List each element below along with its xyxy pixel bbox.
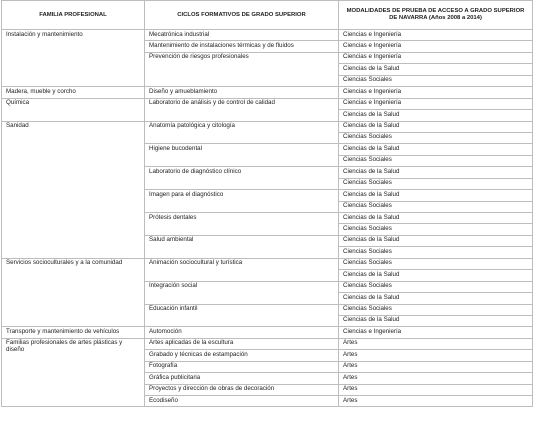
modality-cell: Ciencias de la Salud — [339, 190, 533, 201]
modality-cell: Ciencias de la Salud — [339, 213, 533, 224]
document-page — [1, 0, 532, 407]
cycle-cell: Laboratorio de diagnóstico clínico — [145, 167, 339, 190]
cycle-cell: Fotografía — [145, 361, 339, 372]
family-cell: Transporte y mantenimiento de vehículos — [2, 327, 145, 338]
modality-cell: Ciencias Sociales — [339, 258, 533, 269]
cycle-cell: Higiene bucodental — [145, 144, 339, 167]
cycle-cell: Mantenimiento de instalaciones térmicas y de fluidos — [145, 41, 339, 52]
table-row — [2, 30, 533, 41]
cycle-cell: Laboratorio de análisis y de control de calidad — [145, 98, 339, 121]
modality-cell: Ciencias e Ingeniería — [339, 98, 533, 109]
modality-cell: Ciencias Sociales — [339, 224, 533, 235]
table-row — [2, 338, 533, 349]
modality-cell: Artes — [339, 338, 533, 349]
cycle-cell: Diseño y amueblamiento — [145, 87, 339, 98]
modality-cell: Ciencias Sociales — [339, 281, 533, 292]
cycle-cell: Prevención de riesgos profesionales — [145, 52, 339, 86]
modality-cell: Ciencias Sociales — [339, 201, 533, 212]
cycle-cell: Artes aplicadas de la escultura — [145, 338, 339, 349]
modality-cell: Ciencias Sociales — [339, 155, 533, 166]
header-modalidades: MODALIDADES DE PRUEBA DE ACCESO A GRADO SUPERIOR DE NAVARRA (Años 2008 a 2014) — [339, 1, 533, 30]
header-familia: FAMILIA PROFESIONAL — [2, 1, 145, 30]
table-row — [2, 98, 533, 109]
modality-cell: Ciencias Sociales — [339, 247, 533, 258]
family-cell: Servicios socioculturales y a la comunidad — [2, 258, 145, 327]
family-cell: Madera, mueble y corcho — [2, 87, 145, 98]
modality-cell: Ciencias e Ingeniería — [339, 41, 533, 52]
cycle-cell: Imagen para el diagnóstico — [145, 190, 339, 213]
cycle-cell: Grabado y técnicas de estampación — [145, 350, 339, 361]
cycle-cell: Integración social — [145, 281, 339, 304]
cycle-cell: Gráfica publicitaria — [145, 373, 339, 384]
cycle-cell: Ecodiseño — [145, 396, 339, 407]
cycle-cell: Prótesis dentales — [145, 213, 339, 236]
modality-cell: Ciencias de la Salud — [339, 121, 533, 132]
modality-cell: Ciencias de la Salud — [339, 144, 533, 155]
cycle-cell: Proyectos y dirección de obras de decoración — [145, 384, 339, 395]
family-cell: Sanidad — [2, 121, 145, 258]
modality-cell: Artes — [339, 384, 533, 395]
modality-cell: Ciencias e Ingeniería — [339, 52, 533, 63]
table-row — [2, 327, 533, 338]
modality-cell: Ciencias de la Salud — [339, 270, 533, 281]
table-row — [2, 121, 533, 132]
table-row — [2, 258, 533, 269]
modality-cell: Ciencias e Ingeniería — [339, 327, 533, 338]
modality-cell: Artes — [339, 396, 533, 407]
modality-cell: Ciencias e Ingeniería — [339, 87, 533, 98]
modality-cell: Ciencias Sociales — [339, 75, 533, 86]
cycle-cell: Animación sociocultural y turística — [145, 258, 339, 281]
modality-cell: Artes — [339, 373, 533, 384]
cycle-cell: Educación infantil — [145, 304, 339, 327]
cycle-cell: Mecatrónica industrial — [145, 30, 339, 41]
cycle-cell: Anatomía patológica y citología — [145, 121, 339, 144]
modality-cell: Ciencias de la Salud — [339, 315, 533, 326]
modality-cell: Ciencias de la Salud — [339, 293, 533, 304]
modality-cell: Ciencias de la Salud — [339, 64, 533, 75]
modality-cell: Ciencias e Ingeniería — [339, 30, 533, 41]
modality-cell: Ciencias Sociales — [339, 304, 533, 315]
modality-cell: Artes — [339, 350, 533, 361]
modality-cell: Artes — [339, 361, 533, 372]
cycle-cell: Salud ambiental — [145, 235, 339, 258]
table-row — [2, 87, 533, 98]
family-cell: Familias profesionales de artes plásticas y diseño — [2, 338, 145, 407]
family-cell: Instalación y mantenimiento — [2, 30, 145, 87]
modality-cell: Ciencias Sociales — [339, 178, 533, 189]
modality-cell: Ciencias de la Salud — [339, 167, 533, 178]
modality-cell: Ciencias de la Salud — [339, 110, 533, 121]
cycle-cell: Automoción — [145, 327, 339, 338]
modality-cell: Ciencias Sociales — [339, 132, 533, 143]
modality-cell: Ciencias de la Salud — [339, 235, 533, 246]
header-ciclos: CICLOS FORMATIVOS DE GRADO SUPERIOR — [145, 1, 339, 30]
access-modalities-table — [1, 0, 533, 407]
family-cell: Química — [2, 98, 145, 121]
header-row — [2, 1, 533, 30]
